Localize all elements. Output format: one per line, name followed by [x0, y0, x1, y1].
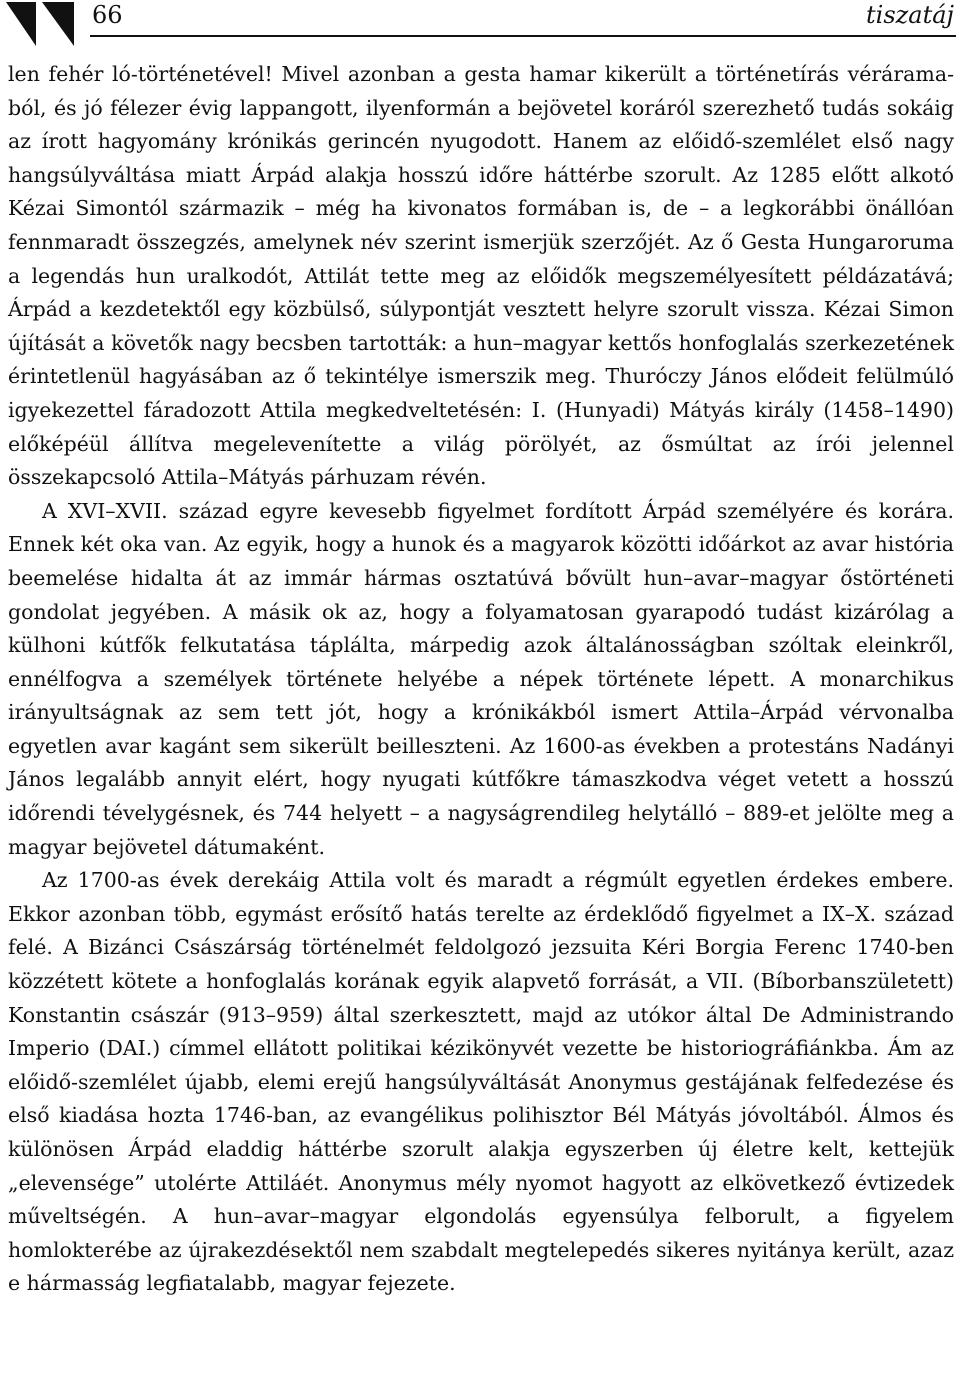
page-header — [0, 0, 960, 50]
header-rule — [90, 35, 956, 37]
paragraph-3: Az 1700-as évek derekáig Attila volt és maradt a régmúlt egyetlen érdekes embere. Ekkor azonban több, egymást erősítő hatás terelte az érdeklődő figyelmet a IX–X. század felé. A Bizánci Császárság történelmét feldolgozó jezsuita Kéri Borgia Ferenc 1740-ben közzétett kötete a honfoglalás korának egyik alapvető forrását, a VII. (Bíborbanszületett) Konstantin császár (913–959) által szerkesztett, majd az utókor által De Administrando Imperio (DAI.) címmel ellátott politikai kézikönyvét vezette be historiográfiánkba. Ám az előidő-szemlélet újabb, elemi erejű hangsúlyváltását Anonymus gestájának felfedezése és első kiadása hozta 1746-ban, az evangélikus polihisztor Bél Mátyás jóvoltából. Álmos és különösen Árpád eladdig háttérbe szorult alakja egyszerben új életre kelt, kettejük „elevensége” utolérte Attiláét. Anonymus mély nyomot hagyott az elkövetkező évtizedek műveltségén. A hun–avar–magyar elgondolás egyensúlya felborult, a figyelem homlokterébe az újrakezdésektől nem szabdalt megtelepedés sikeres nyitánya került, azaz e hármasság legfiatalabb, magyar fejezete. — [8, 868, 954, 1296]
paragraph-2: A XVI–XVII. század egyre kevesebb figyelmet fordított Árpád személyére és korára. Ennek két oka van. Az egyik, hogy a hunok és a magyarok közötti időárkot az avar história beemelése hidalta át az immár hármas osztatúvá bővült hun–avar–magyar őstörténeti gondolat jegyében. A másik ok az, hogy a folyamatosan gyarapodó tudást kizárólag a külhoni kútfők felkutatása táplálta, márpedig azok általánosságban szóltak eleinkről, ennélfogva a személyek története helyébe a népek története lépett. A monarchikus irányultságnak az sem tett jót, hogy a krónikákból ismert Attila–Árpád vérvonalba egyetlen avar kagánt sem sikerült beilleszteni. Az 1600-as években a protestáns Nadányi János legalább annyit elért, hogy nyugati kútfőkre támaszkodva véget vetett a hosszú időrendi tévelygésnek, és 744 helyett – a nagyságrendileg helytálló – 889-et jelölte meg a magyar bejövetel dátumaként. — [8, 498, 954, 859]
page-number: 66 — [92, 1, 123, 29]
running-head: tiszatáj — [866, 1, 954, 29]
double-triangle-logo-icon — [6, 2, 78, 46]
paragraph-1: len fehér ló-történetével! Mivel azonban a gesta hamar kikerült a történetírás véráramaból, és jó félezer évig lappangott, ilyenformán a bejövetel koráról szerezhető tudás sokáig az írott hagyomány krónikás gerincén nyugodott. Hanem az előidő-szemlélet első nagy hangsúlyváltása miatt Árpád alakja hosszú időre háttérbe szorult. Az 1285 előtt alkotó Kézai Simontól származik – még ha kivonatos formában is, de – a legkorábbi önállóan fennmaradt összegzés, amelynek név szerint ismerjük szerzőjét. Az ő Gesta Hungaroruma a legendás hun uralkodót, Attilát tette meg az előidők megszemélyesített példázatává; Árpád a kezdetektől egy közbülső, súlypontját vesztett helyre szorult vissza. Kézai Simon újítását a követők nagy becsben tartották: a hun–magyar kettős honfoglalás szerkezetének érintetlenül hagyásában az ő tekintélye ismerszik meg. Thuróczy János elődeit felülmúló igyekezettel fáradozott Attila megkedveltetésén: I. (Hunyadi) Mátyás király (1458–1490) előképéül állítva megelevenítette a világ pörölyét, az ősmúltat az írói jelennel összekapcsoló Attila–Mátyás párhuzam révén. — [8, 62, 954, 490]
body-text — [8, 58, 954, 1301]
